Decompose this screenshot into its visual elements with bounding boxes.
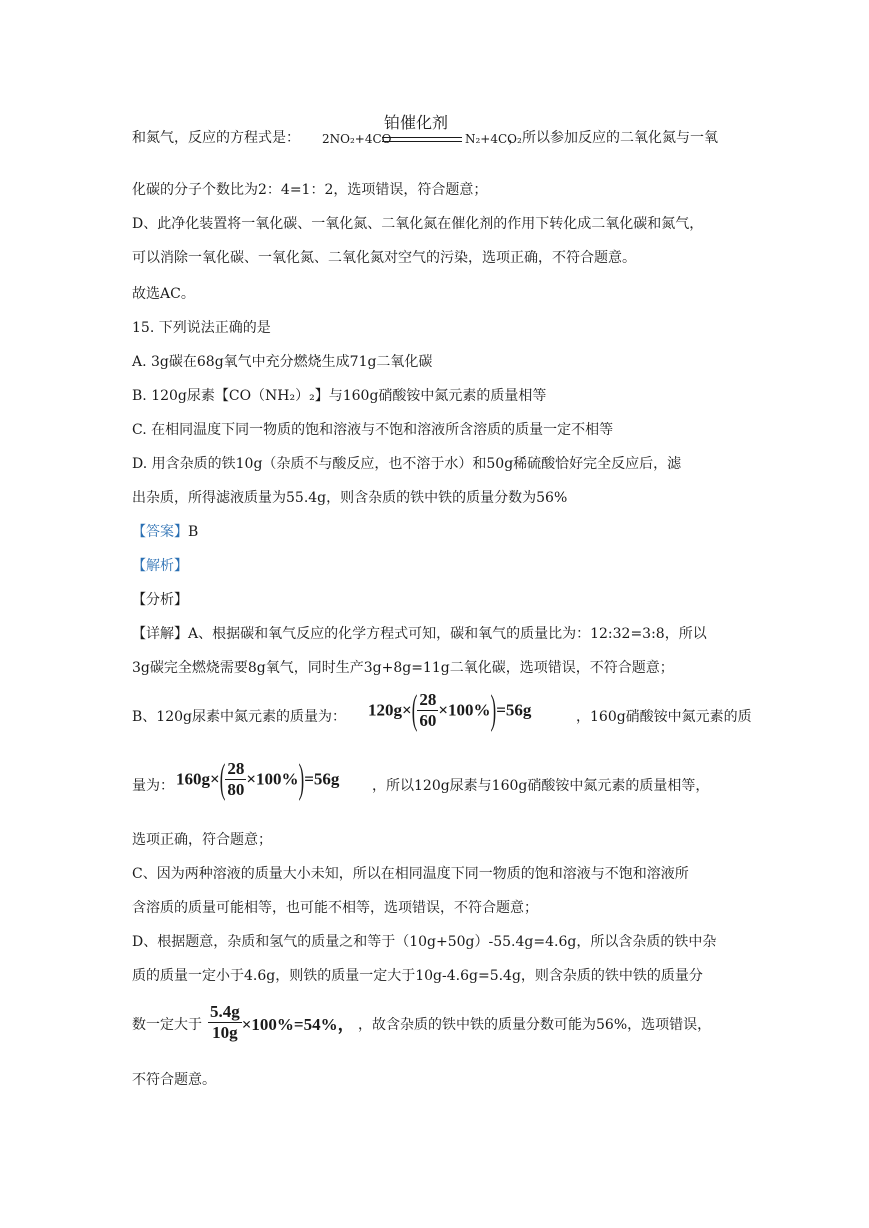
formula-mass: 160g xyxy=(176,769,210,789)
equation-line xyxy=(132,128,300,148)
para-line: 故选AC。 xyxy=(132,286,195,302)
text: B、120g尿素中氮元素的质量为： xyxy=(132,709,346,725)
analysis-label: 【解析】 xyxy=(132,558,188,574)
detail-line: 【详解】A、根据碳和氧气反应的化学方程式可知，碳和氧气的质量比为：12:32=3:8，所以 xyxy=(132,626,707,642)
chemical-equation xyxy=(320,110,522,154)
fraction-den: 80 xyxy=(227,780,245,799)
para-line: 化碳的分子个数比为2：4=1：2，选项错误，符合题意； xyxy=(132,182,488,198)
text: 数一定大于 xyxy=(132,1017,202,1033)
fraction-den: 10g xyxy=(212,1023,238,1042)
option-d: D. 用含杂质的铁10g（杂质不与酸反应，也不溶于水）和50g稀硫酸恰好完全反应后，滤 xyxy=(132,456,682,472)
text: ，故含杂质的铁中铁的质量分数可能为56%，选项错误， xyxy=(358,1017,712,1033)
answer-label: 【答案】 xyxy=(132,524,188,540)
fraction-num: 28 xyxy=(419,690,437,709)
b-line-end xyxy=(576,707,752,727)
text: ，所以参加反应的二氧化氮与一氧 xyxy=(508,130,718,146)
fraction-num: 28 xyxy=(227,759,245,778)
formula-result: =56g xyxy=(496,700,532,720)
answer-value: B xyxy=(188,524,199,540)
text: 量为： xyxy=(132,778,174,794)
para-line: 可以消除一氧化碳、一氧化氮、二氧化氮对空气的污染，选项正确，不符合题意。 xyxy=(132,250,636,266)
para-line: 含溶质的质量可能相等，也可能不相等，选项错误，不符合题意； xyxy=(132,900,538,916)
d-line-3 xyxy=(132,1015,202,1035)
formula-result: =56g xyxy=(304,769,340,789)
formula-times: × xyxy=(402,700,412,720)
text: ，所以120g尿素与160g硝酸铵中氮元素的质量相等， xyxy=(372,778,710,794)
b-line-2-end xyxy=(372,776,709,796)
fraction-den: 60 xyxy=(419,711,437,730)
formula-pct: ×100% xyxy=(246,769,299,789)
formula-mass: 120g xyxy=(368,700,402,720)
b-line xyxy=(132,707,346,727)
para-line: 不符合题意。 xyxy=(132,1072,216,1088)
text: 和氮气，反应的方程式是： xyxy=(132,130,300,146)
fraction-num: 5.4g xyxy=(210,1002,240,1021)
equation-right: N₂+4CO₂ xyxy=(465,132,522,146)
detail-line: 3g碳完全燃烧需要8g氧气，同时生产3g+8g=11g二氧化碳，选项错误，不符合题意； xyxy=(132,660,674,676)
paren-right: ) xyxy=(298,755,305,802)
option-d-cont: 出杂质，所得滤液质量为55.4g，则含杂质的铁中铁的质量分数为56% xyxy=(132,490,568,506)
option-a: A. 3g碳在68g氧气中充分燃烧生成71g二氧化碳 xyxy=(132,354,433,370)
formula-pct: ×100% xyxy=(438,700,491,720)
text: ，160g硝酸铵中氮元素的质 xyxy=(576,709,752,725)
d-line-3-end xyxy=(358,1015,711,1035)
fenxi-label: 【分析】 xyxy=(132,592,188,608)
equation-arrow xyxy=(382,137,462,142)
para-line: 质的质量一定小于4.6g，则铁的质量一定大于10g-4.6g=5.4g，则含杂质的铁中铁的质量分 xyxy=(132,968,703,984)
formula-ammonium-nitrate xyxy=(176,755,340,802)
formula-urea xyxy=(368,686,532,733)
paren-left: ( xyxy=(411,686,418,733)
fraction xyxy=(417,690,438,731)
answer xyxy=(132,522,198,542)
paren-right: ) xyxy=(490,686,497,733)
para-line: D、根据题意，杂质和氢气的质量之和等于（10g+50g）-55.4g=4.6g，所以含杂质的铁中杂 xyxy=(132,934,717,950)
para-line: D、此净化装置将一氧化碳、一氧化氮、二氧化氮在催化剂的作用下转化成二氧化碳和氮气， xyxy=(132,216,704,232)
fraction xyxy=(208,1002,242,1043)
b-line-2 xyxy=(132,776,174,796)
fraction xyxy=(225,759,246,800)
equation-catalyst: 铂催化剂 xyxy=(384,113,449,132)
formula-result: ×100%=54%， xyxy=(241,1015,355,1034)
question-title: 15. 下列说法正确的是 xyxy=(132,320,271,336)
para-line: C、因为两种溶液的质量大小未知，所以在相同温度下同一物质的饱和溶液与不饱和溶液所 xyxy=(132,866,689,882)
equation-left: 2NO₂+4CO xyxy=(322,132,392,146)
para-line: 选项正确，符合题意； xyxy=(132,832,272,848)
equation-line-end xyxy=(508,128,718,148)
formula-times: × xyxy=(210,769,220,789)
option-b: B. 120g尿素【CO（NH₂）₂】与160g硝酸铵中氮元素的质量相等 xyxy=(132,388,547,404)
paren-left: ( xyxy=(219,755,226,802)
formula-iron-fraction xyxy=(208,1002,355,1043)
option-c: C. 在相同温度下同一物质的饱和溶液与不饱和溶液所含溶质的质量一定不相等 xyxy=(132,422,614,438)
